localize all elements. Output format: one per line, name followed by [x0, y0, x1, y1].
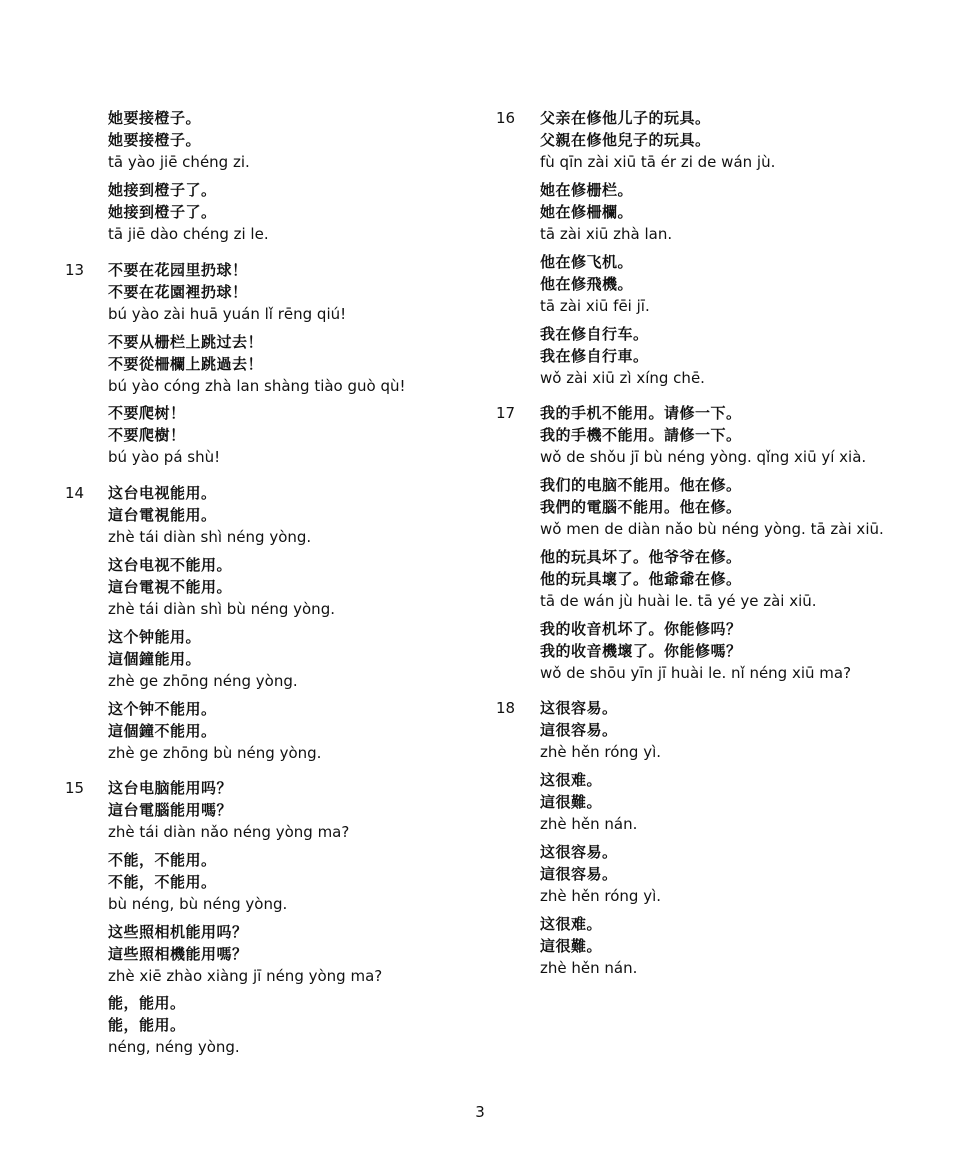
simplified-chinese: 我们的电脑不能用。他在修。	[540, 476, 742, 494]
simplified-chinese: 这台电视能用。	[108, 484, 217, 502]
traditional-chinese: 父親在修他兒子的玩具。	[540, 131, 711, 149]
traditional-chinese: 這台電視能用。	[108, 506, 217, 524]
pinyin: wǒ zài xiū zì xíng chē.	[540, 369, 705, 387]
pinyin: zhè xiē zhào xiàng jī néng yòng ma?	[108, 967, 383, 985]
sentence-block	[108, 849, 287, 915]
sentence-block	[108, 107, 250, 173]
traditional-chinese: 他的玩具壞了。他爺爺在修。	[540, 570, 742, 588]
simplified-chinese: 我的手机不能用。请修一下。	[540, 404, 742, 422]
sentence-block	[108, 777, 349, 843]
traditional-chinese: 我們的電腦不能用。他在修。	[540, 498, 742, 516]
sentence-block	[540, 251, 650, 317]
traditional-chinese: 這些照相機能用嗎？	[108, 945, 248, 963]
simplified-chinese: 不要从栅栏上跳过去！	[108, 333, 264, 351]
pinyin: tā zài xiū zhà lan.	[540, 225, 673, 243]
pinyin: tā jiē dào chéng zi le.	[108, 225, 269, 243]
traditional-chinese: 我在修自行車。	[540, 347, 649, 365]
sentence-block	[108, 482, 311, 548]
traditional-chinese: 這台電腦能用嗎？	[108, 801, 233, 819]
simplified-chinese: 这些照相机能用吗？	[108, 923, 248, 941]
simplified-chinese: 不要爬树！	[108, 404, 186, 422]
traditional-chinese: 不能，不能用。	[108, 873, 217, 891]
exercise-number: 16	[496, 109, 516, 127]
traditional-chinese: 不要從柵欄上跳過去！	[108, 355, 264, 373]
exercise-number: 14	[65, 484, 85, 502]
pinyin: zhè hěn róng yì.	[540, 743, 662, 761]
sentence-block	[540, 402, 866, 468]
pinyin: zhè tái diàn nǎo néng yòng ma?	[108, 823, 350, 841]
exercise-number: 18	[496, 699, 516, 717]
sentence-block	[108, 402, 220, 468]
simplified-chinese: 不能，不能用。	[108, 851, 217, 869]
sentence-block	[108, 179, 269, 245]
pinyin: bú yào cóng zhà lan shàng tiào guò qù!	[108, 377, 406, 395]
traditional-chinese: 能，能用。	[108, 1016, 186, 1034]
simplified-chinese: 能，能用。	[108, 994, 186, 1012]
sentence-block	[108, 331, 406, 397]
sentence-block	[540, 323, 705, 389]
sentence-block	[108, 698, 321, 764]
exercise-number: 17	[496, 404, 516, 422]
simplified-chinese: 我的收音机坏了。你能修吗？	[540, 620, 742, 638]
pinyin: wǒ de shōu yīn jī huài le. nǐ néng xiū ma?	[540, 664, 852, 682]
traditional-chinese: 他在修飛機。	[540, 275, 634, 293]
traditional-chinese: 這很容易。	[540, 721, 618, 739]
sentence-block	[540, 769, 637, 835]
simplified-chinese: 她接到橙子了。	[108, 181, 217, 199]
sentence-block	[540, 618, 851, 684]
sentence-block	[108, 259, 346, 325]
pinyin: bú yào zài huā yuán lǐ rēng qiú!	[108, 305, 347, 323]
simplified-chinese: 不要在花园里扔球！	[108, 261, 248, 279]
sentence-block	[540, 474, 884, 540]
page-number: 3	[475, 1103, 485, 1121]
exercise-number: 15	[65, 779, 85, 797]
sentence-block	[540, 546, 817, 612]
pinyin: zhè hěn nán.	[540, 815, 638, 833]
pinyin: zhè tái diàn shì néng yòng.	[108, 528, 312, 546]
traditional-chinese: 這台電視不能用。	[108, 578, 233, 596]
traditional-chinese: 這很難。	[540, 793, 603, 811]
pinyin: zhè tái diàn shì bù néng yòng.	[108, 600, 335, 618]
pinyin: zhè ge zhōng bù néng yòng.	[108, 744, 322, 762]
simplified-chinese: 这台电视不能用。	[108, 556, 233, 574]
traditional-chinese: 她在修柵欄。	[540, 203, 634, 221]
pinyin: fù qīn zài xiū tā ér zi de wán jù.	[540, 153, 776, 171]
pinyin: wǒ men de diàn nǎo bù néng yòng. tā zài xiū.	[540, 520, 884, 538]
sentence-block	[540, 179, 672, 245]
pinyin: zhè ge zhōng néng yòng.	[108, 672, 298, 690]
traditional-chinese: 這很難。	[540, 937, 603, 955]
pinyin: tā zài xiū fēi jī.	[540, 297, 650, 315]
simplified-chinese: 这个钟不能用。	[108, 700, 217, 718]
simplified-chinese: 他在修飞机。	[540, 253, 634, 271]
traditional-chinese: 我的手機不能用。請修一下。	[540, 426, 742, 444]
simplified-chinese: 这很容易。	[540, 843, 618, 861]
simplified-chinese: 这很难。	[540, 915, 603, 933]
simplified-chinese: 他的玩具坏了。他爷爷在修。	[540, 548, 742, 566]
exercise-number: 13	[65, 261, 85, 279]
traditional-chinese: 她要接橙子。	[108, 131, 202, 149]
simplified-chinese: 这很容易。	[540, 699, 618, 717]
traditional-chinese: 這很容易。	[540, 865, 618, 883]
pinyin: bù néng, bù néng yòng.	[108, 895, 288, 913]
sentence-block	[540, 107, 775, 173]
pinyin: zhè hěn nán.	[540, 959, 638, 977]
traditional-chinese: 這個鐘不能用。	[108, 722, 217, 740]
traditional-chinese: 她接到橙子了。	[108, 203, 217, 221]
simplified-chinese: 这很难。	[540, 771, 603, 789]
sentence-block	[108, 554, 335, 620]
sentence-block	[540, 841, 661, 907]
simplified-chinese: 这个钟能用。	[108, 628, 202, 646]
simplified-chinese: 这台电脑能用吗？	[108, 779, 233, 797]
traditional-chinese: 我的收音機壞了。你能修嗎？	[540, 642, 742, 660]
traditional-chinese: 不要在花園裡扔球！	[108, 283, 248, 301]
traditional-chinese: 不要爬樹！	[108, 426, 186, 444]
simplified-chinese: 她在修栅栏。	[540, 181, 634, 199]
sentence-block	[108, 921, 382, 987]
pinyin: wǒ de shǒu jī bù néng yòng. qǐng xiū yí xià.	[540, 448, 867, 466]
simplified-chinese: 她要接橙子。	[108, 109, 202, 127]
pinyin: tā de wán jù huài le. tā yé ye zài xiū.	[540, 592, 817, 610]
simplified-chinese: 父亲在修他儿子的玩具。	[540, 109, 711, 127]
pinyin: bú yào pá shù!	[108, 448, 221, 466]
sentence-block	[540, 697, 661, 763]
pinyin: tā yào jiē chéng zi.	[108, 153, 250, 171]
traditional-chinese: 這個鐘能用。	[108, 650, 202, 668]
sentence-block	[108, 992, 240, 1058]
sentence-block	[540, 913, 637, 979]
simplified-chinese: 我在修自行车。	[540, 325, 649, 343]
pinyin: néng, néng yòng.	[108, 1038, 240, 1056]
sentence-block	[108, 626, 298, 692]
pinyin: zhè hěn róng yì.	[540, 887, 662, 905]
